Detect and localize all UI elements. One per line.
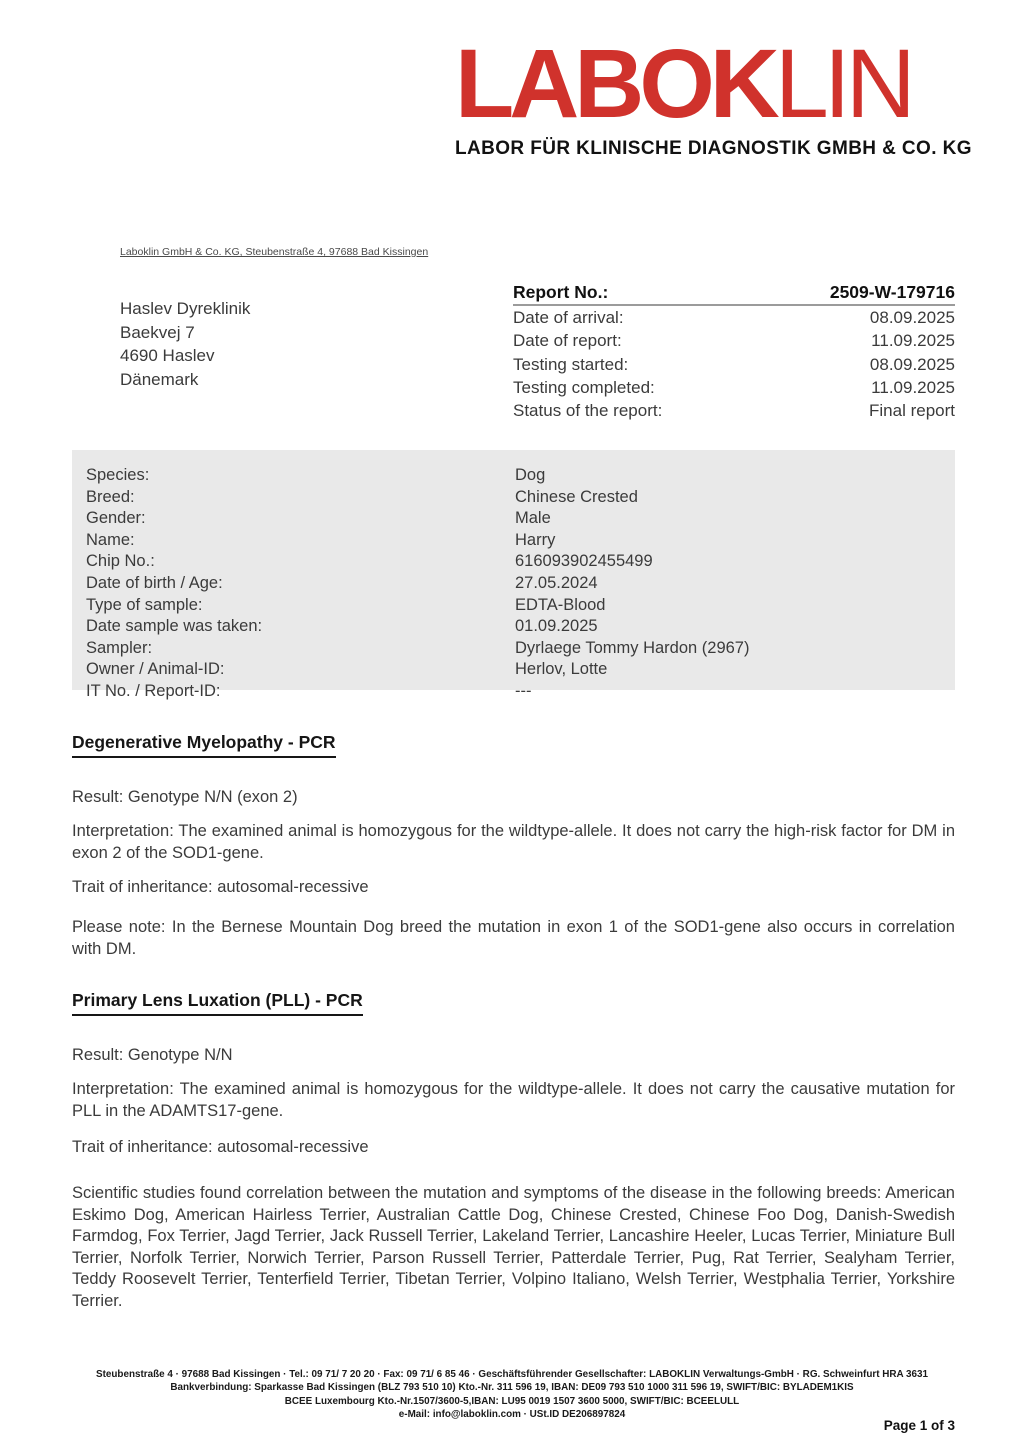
recipient-street: Baekvej 7 (120, 322, 195, 342)
sender-address-line: Laboklin GmbH & Co. KG, Steubenstraße 4, 97688 Bad Kissingen (120, 246, 429, 258)
sample-row-sampler (86, 638, 955, 660)
sample-label: Type of sample: (86, 595, 203, 614)
footer-line-address: Steubenstraße 4 · 97688 Bad Kissingen · Tel.: 09 71/ 7 20 20 · Fax: 09 71/ 6 85 46 · Geschäftsführender Gesellschafter: LABOKLIN Verwaltungs-GmbH · RG. Schweinfurt HRA 3631 (96, 1369, 928, 1380)
sample-value: Chinese Crested (515, 487, 638, 506)
report-number-label: Report No.: (513, 282, 609, 302)
page-number: Page 1 of 3 (883, 1418, 955, 1433)
meta-value: 08.09.2025 (869, 354, 955, 374)
sample-value: Harry (515, 530, 556, 549)
dm-note: Please note: In the Bernese Mountain Dog breed the mutation in exon 1 of the SOD1-gene also occurs in correlation with DM. (72, 918, 955, 958)
footer-line-bank1: Bankverbindung: Sparkasse Bad Kissingen (BLZ 793 510 10) Kto.-Nr. 311 596 19, IBAN: DE09 793 510 1000 311 596 19, SWIFT/BIC: BYLADEM1KIS (170, 1382, 854, 1394)
sample-value: EDTA-Blood (515, 595, 606, 614)
pll-interpretation: Interpretation: The examined animal is homozygous for the wildtype-allele. It does not carry the causative mutation for PLL in the ADAMTS17-gene. (72, 1080, 955, 1120)
laboklin-logo (455, 29, 972, 160)
sample-row-sample-date (86, 616, 955, 638)
sample-label: Chip No.: (86, 552, 155, 571)
report-number-row (513, 282, 955, 306)
logo-word-bold: LABOK (455, 29, 775, 138)
section-heading-text: Degenerative Myelopathy - PCR (72, 732, 336, 758)
sample-label: Date sample was taken: (86, 617, 263, 636)
dm-trait: Trait of inheritance: autosomal-recessive (72, 878, 369, 896)
report-number-value: 2509-W-179716 (829, 282, 955, 302)
section-heading-pll (72, 990, 955, 1016)
section-heading-dm (72, 732, 955, 758)
meta-row-testing-started (513, 353, 955, 376)
recipient-city: 4690 Haslev (120, 346, 215, 365)
sample-label: Breed: (86, 487, 135, 506)
sample-label: Date of birth / Age: (86, 573, 223, 592)
sample-row-birthdate (86, 573, 955, 595)
meta-label: Testing completed: (513, 377, 655, 397)
sample-row-it-no (86, 681, 955, 703)
meta-label: Date of arrival: (513, 308, 624, 327)
report-meta-block (513, 282, 955, 422)
sample-info-box (72, 450, 955, 700)
sample-row-name (86, 530, 955, 552)
pll-trait: Trait of inheritance: autosomal-recessive (72, 1138, 369, 1156)
sample-value: 616093902455499 (515, 552, 653, 571)
sample-value: Dyrlaege Tommy Hardon (2967) (515, 638, 750, 657)
sample-value: Dog (515, 466, 546, 484)
sample-label: Species: (86, 466, 150, 484)
sample-label: Name: (86, 530, 135, 549)
meta-label: Date of report: (513, 331, 622, 351)
recipient-address (120, 297, 250, 391)
sample-value: Male (515, 509, 551, 528)
meta-value: Final report (869, 401, 955, 421)
sample-label: Owner / Animal-ID: (86, 660, 225, 679)
meta-value: 11.09.2025 (871, 331, 955, 351)
meta-value: 11.09.2025 (871, 377, 955, 397)
sample-row-owner (86, 659, 955, 681)
meta-row-status (513, 399, 955, 422)
pll-result: Result: Genotype N/N (72, 1046, 233, 1064)
sample-row-gender (86, 508, 955, 530)
sample-row-breed (86, 487, 955, 509)
sample-label: IT No. / Report-ID: (86, 681, 221, 700)
footer-line-email: e-Mail: info@laboklin.com · USt.ID DE206897824 (398, 1408, 626, 1420)
footer (35, 1368, 989, 1421)
meta-row-report-date (513, 329, 955, 352)
meta-label: Status of the report: (513, 401, 663, 421)
sample-value: 01.09.2025 (515, 617, 598, 636)
meta-value: 08.09.2025 (869, 308, 955, 327)
meta-row-testing-completed (513, 376, 955, 399)
laboklin-logo-wordmark (455, 29, 960, 138)
sample-value: --- (515, 681, 532, 700)
sample-row-sample-type (86, 595, 955, 617)
pll-breeds-note: Scientific studies found correlation between the mutation and symptoms of the disease in the following breeds: American Eskimo Dog, American Hairless Terrier, Australian Cattle Dog, Chinese Crested, Chinese Foo Dog, Danish-Swedish Farmdog, Fox Terrier, Jagd Terrier, Jack Russell Terrier, Lakeland Terrier, Lancashire Heeler, Lucas Terrier, Miniature Bull Terrier, Norfolk Terrier, Norwich Terrier, Parson Russell Terrier, Patterdale Terrier, Pug, Rat Terrier, Sealyham Terrier, Teddy Roosevelt Terrier, Tenterfield Terrier, Tibetan Terrier, Volpino Italiano, Welsh Terrier, Westphalia Terrier, Yorkshire Terrier. (72, 1184, 955, 1310)
meta-label: Testing started: (513, 354, 629, 374)
sample-label: Sampler: (86, 638, 153, 657)
recipient-country: Dänemark (120, 369, 199, 389)
logo-word-light: LIN (774, 29, 911, 138)
section-heading-text: Primary Lens Luxation (PLL) - PCR (72, 990, 363, 1016)
sample-value: Herlov, Lotte (515, 660, 608, 679)
logo-subtitle: LABOR FÜR KLINISCHE DIAGNOSTIK GMBH & CO. KG (455, 138, 972, 160)
sample-value: 27.05.2024 (515, 573, 598, 592)
sample-label: Gender: (86, 509, 146, 528)
recipient-name: Haslev Dyreklinik (120, 299, 251, 318)
dm-interpretation: Interpretation: The examined animal is homozygous for the wildtype-allele. It does not carry the high-risk factor for DM in exon 2 of the SOD1-gene. (72, 822, 955, 862)
meta-row-arrival (513, 306, 955, 329)
sample-row-chip-no (86, 551, 955, 573)
footer-line-bank2: BCEE Luxembourg Kto.-Nr.1507/3600-5,IBAN: LU95 0019 1507 3600 5000, SWIFT/BIC: BCEELULL (284, 1395, 740, 1407)
sample-row-species (86, 465, 955, 487)
dm-result: Result: Genotype N/N (exon 2) (72, 788, 298, 806)
